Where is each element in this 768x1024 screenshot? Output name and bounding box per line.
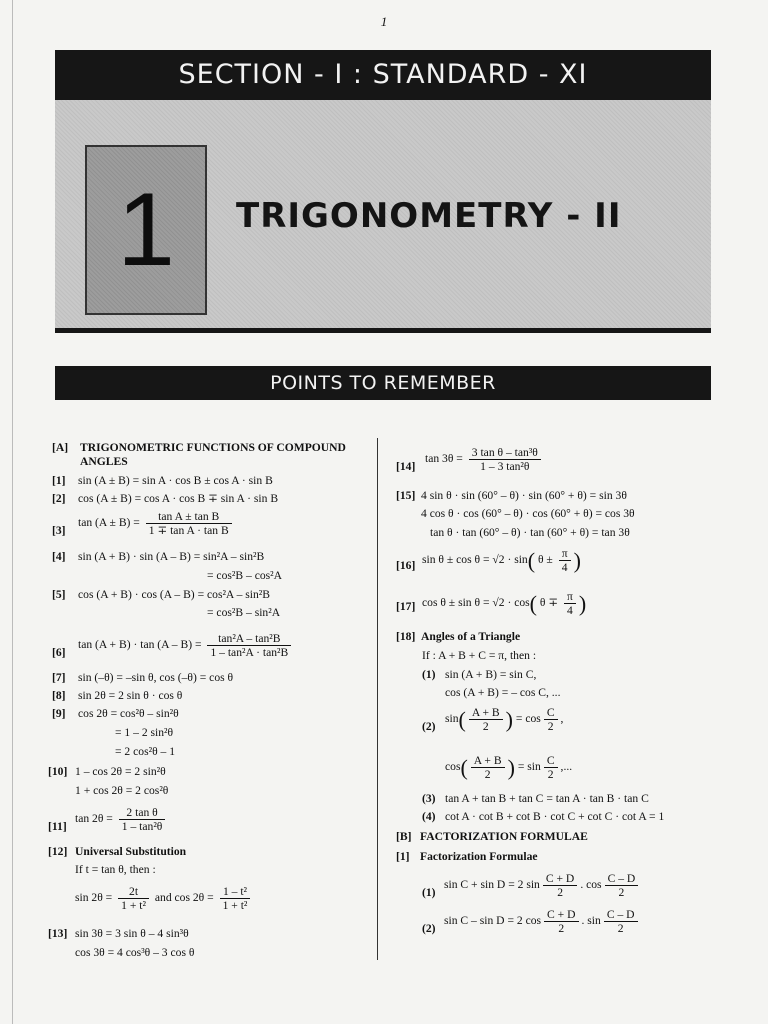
formula-5-cont: = cos²B – sin²A	[207, 606, 281, 619]
fraction-numerator: C	[544, 706, 558, 720]
dot-sin-text: . sin	[581, 914, 601, 928]
section-a-label: [A]	[52, 441, 69, 454]
formula-11-lhs: tan 2θ =	[75, 812, 113, 826]
cos-text: cos	[445, 760, 461, 774]
dot-cos-text: . cos	[580, 878, 602, 892]
fraction-numerator: C – D	[604, 908, 638, 922]
right-paren-icon: )	[578, 590, 587, 616]
section-a-heading: TRIGONOMETRIC FUNCTIONS OF COMPOUND	[80, 441, 346, 454]
formula-13: sin 3θ = 3 sin θ – 4 sin³θ	[75, 927, 189, 940]
formula-14-lhs: tan 3θ =	[425, 452, 463, 466]
sin-text: sin	[445, 712, 459, 726]
fraction-denominator: 2	[617, 922, 624, 935]
points-to-remember-bar: POINTS TO REMEMBER	[55, 366, 711, 400]
half-diff-fraction	[605, 872, 639, 899]
formula-12-expressions	[75, 885, 253, 912]
formula-3-lhs: tan (A ± B) =	[78, 516, 140, 530]
formula-8: sin 2θ = 2 sin θ · cos θ	[78, 689, 183, 702]
page-number: 1	[380, 14, 388, 29]
fraction-denominator: 1 – 3 tan²θ	[480, 460, 530, 473]
half-sum-fraction	[471, 754, 505, 781]
formula-17-arg: θ ∓	[539, 596, 559, 610]
fraction-numerator: C + D	[543, 872, 577, 886]
cos-2theta-fraction	[220, 885, 251, 912]
right-paren-icon: )	[505, 706, 513, 732]
fraction-numerator: 2 tan θ	[119, 806, 166, 820]
formula-18-4-label: (4)	[422, 810, 436, 823]
formula-1-label: [1]	[52, 474, 66, 487]
fraction-numerator: A + B	[469, 706, 503, 720]
fraction-numerator: 1 – t²	[220, 885, 251, 899]
formula-11	[75, 806, 168, 833]
formula-15-line2: 4 cos θ · cos (60° – θ) · cos (60° + θ) = cos 3θ	[421, 507, 635, 520]
formula-10-label: [10]	[48, 765, 68, 778]
formula-6-fraction	[207, 632, 291, 659]
formula-13-label: [13]	[48, 927, 68, 940]
fraction-numerator: 3 tan θ – tan³θ	[469, 446, 541, 460]
fraction-denominator: 1 + t²	[222, 899, 248, 912]
formula-4-label: [4]	[52, 550, 66, 563]
factorization-1-label: [1]	[396, 850, 410, 863]
fraction-denominator: 1 + t²	[121, 899, 146, 912]
formula-6-label: [6]	[52, 646, 66, 659]
diff-sin-lhs: sin C – sin D = 2 cos	[444, 914, 542, 928]
fraction-numerator: A + B	[471, 754, 505, 768]
formula-17-label: [17]	[396, 600, 416, 613]
formula-17	[422, 590, 586, 617]
formula-11-fraction	[119, 806, 166, 833]
chapter-title: TRIGONOMETRY - II	[236, 196, 622, 236]
formula-15-label: [15]	[396, 489, 416, 502]
page-edge-line	[12, 0, 13, 1024]
half-sum-fraction	[543, 872, 577, 899]
formula-11-label: [11]	[48, 820, 67, 833]
left-paren-icon: (	[460, 754, 468, 780]
formula-12-heading: Universal Substitution	[75, 845, 187, 858]
formula-18-1-label: (1)	[422, 668, 436, 681]
formula-9: cos 2θ = cos²θ – sin²θ	[78, 707, 179, 720]
half-diff-fraction	[604, 908, 638, 935]
ellipsis-text: ,...	[560, 760, 573, 774]
half-sum-fraction	[544, 908, 578, 935]
formula-16-label: [16]	[396, 559, 416, 572]
formula-18-1a: sin (A + B) = sin C,	[445, 668, 537, 681]
fraction-denominator: 2	[547, 768, 554, 781]
fraction-denominator: 4	[567, 604, 573, 617]
formula-6	[78, 632, 294, 659]
fraction-numerator: tan²A – tan²B	[207, 632, 291, 646]
fraction-denominator: 1 – tan²A · tan²B	[210, 646, 289, 659]
sin-2theta-lhs: sin 2θ =	[75, 891, 113, 905]
fraction-denominator: 4	[561, 561, 568, 574]
fraction-numerator: π	[559, 547, 571, 561]
formula-16-fraction	[559, 547, 571, 574]
formula-17-lhs: cos θ ± sin θ = √2 · cos	[422, 596, 530, 610]
formula-18-2a	[445, 706, 563, 733]
fraction-numerator: C – D	[605, 872, 639, 886]
formula-5-label: [5]	[52, 588, 66, 601]
c-half-fraction	[544, 754, 558, 781]
sum-sin-lhs: sin C + sin D = 2 sin	[444, 878, 540, 892]
chapter-number: 1	[117, 171, 175, 288]
formula-18-2-label: (2)	[422, 720, 436, 733]
fraction-denominator: 1 ∓ tan A · tan B	[148, 524, 229, 537]
chapter-number-box	[85, 145, 207, 315]
formula-10-cont: 1 + cos 2θ = 2 cos²θ	[75, 784, 169, 797]
section-b-heading: FACTORIZATION FORMULAE	[420, 830, 588, 843]
fraction-denominator: 2	[482, 720, 489, 733]
eq-sin-text: = sin	[517, 760, 541, 774]
sin-2theta-fraction	[118, 885, 149, 912]
factorization-1-2	[444, 908, 641, 935]
left-paren-icon: (	[527, 547, 536, 573]
factorization-1-1	[444, 872, 641, 899]
formula-10: 1 – cos 2θ = 2 sin²θ	[75, 765, 166, 778]
fraction-numerator: C + D	[544, 908, 578, 922]
formula-14	[425, 446, 544, 473]
left-paren-icon: (	[458, 706, 466, 732]
formula-16-lhs: sin θ ± cos θ = √2 · sin	[422, 553, 528, 567]
left-paren-icon: (	[529, 590, 537, 616]
formula-3-label: [3]	[52, 524, 66, 537]
formula-12-label: [12]	[48, 845, 68, 858]
formula-2-label: [2]	[52, 492, 66, 505]
formula-4-cont: = cos²B – cos²A	[207, 569, 282, 582]
half-sum-fraction	[469, 706, 503, 733]
formula-6-lhs: tan (A + B) · tan (A – B) =	[78, 638, 202, 652]
fraction-numerator: C	[544, 754, 558, 768]
formula-5: cos (A + B) · cos (A – B) = cos²A – sin²B	[78, 588, 270, 601]
factorization-1-heading: Factorization Formulae	[420, 850, 538, 863]
fraction-numerator: tan A ± tan B	[146, 510, 232, 524]
formula-12-if: If t = tan θ, then :	[75, 863, 156, 876]
formula-4: sin (A + B) · sin (A – B) = sin²A – sin²B	[78, 550, 265, 563]
formula-3-fraction	[146, 510, 232, 537]
fraction-denominator: 2	[618, 886, 625, 899]
formula-18-label: [18]	[396, 630, 416, 643]
formula-7-label: [7]	[52, 671, 66, 684]
formula-14-label: [14]	[396, 460, 416, 473]
formula-15-line3: tan θ · tan (60° – θ) · tan (60° + θ) = tan 3θ	[430, 526, 630, 539]
formula-9-cont1: = 1 – 2 sin²θ	[115, 726, 174, 739]
formula-16-arg: θ ±	[537, 553, 553, 567]
formula-14-fraction	[469, 446, 541, 473]
column-divider	[377, 438, 378, 960]
formula-18-2b	[445, 754, 572, 781]
formula-18-1b: cos (A + B) = – cos C, ...	[445, 686, 561, 699]
fraction-denominator: 2	[547, 720, 554, 733]
section-title-bar: SECTION - I : STANDARD - XI	[55, 50, 711, 100]
and-cos-2theta: and cos 2θ =	[154, 891, 214, 905]
formula-18-heading: Angles of a Triangle	[421, 630, 521, 643]
comma-text: ,	[560, 712, 564, 726]
eq-cos-text: = cos	[515, 712, 541, 726]
fraction-denominator: 2	[557, 886, 563, 899]
formula-9-label: [9]	[52, 707, 66, 720]
formula-3	[78, 510, 235, 537]
fraction-denominator: 1 – tan²θ	[121, 820, 163, 833]
right-paren-icon: )	[573, 547, 581, 573]
formula-7: sin (–θ) = –sin θ, cos (–θ) = cos θ	[78, 671, 234, 684]
section-a-heading-cont: ANGLES	[80, 455, 128, 468]
section-b-label: [B]	[396, 830, 412, 843]
formula-2: cos (A ± B) = cos A · cos B ∓ sin A · sin B	[78, 492, 279, 505]
fraction-numerator: 2t	[118, 885, 149, 899]
fraction-numerator: π	[564, 590, 576, 604]
fraction-denominator: 2	[558, 922, 565, 935]
chapter-banner-rule	[55, 328, 711, 333]
formula-1: sin (A ± B) = sin A · cos B ± cos A · sin B	[78, 474, 273, 487]
formula-15-line1: 4 sin θ · sin (60° – θ) · sin (60° + θ) = sin 3θ	[421, 489, 627, 502]
right-paren-icon: )	[507, 754, 515, 780]
factorization-1-2-label: (2)	[422, 922, 436, 935]
formula-13-cont: cos 3θ = 4 cos³θ – 3 cos θ	[75, 946, 195, 959]
formula-8-label: [8]	[52, 689, 66, 702]
formula-18-4: cot A · cot B + cot B · cot C + cot C · cot A = 1	[445, 810, 665, 823]
c-half-fraction	[544, 706, 558, 733]
formula-9-cont2: = 2 cos²θ – 1	[115, 745, 176, 758]
formula-17-fraction	[564, 590, 576, 617]
factorization-1-1-label: (1)	[422, 886, 436, 899]
formula-16	[422, 547, 581, 574]
fraction-denominator: 2	[484, 768, 491, 781]
formula-18-3: tan A + tan B + tan C = tan A · tan B · tan C	[445, 792, 649, 805]
formula-18-if: If : A + B + C = π, then :	[422, 649, 537, 662]
formula-18-3-label: (3)	[422, 792, 436, 805]
